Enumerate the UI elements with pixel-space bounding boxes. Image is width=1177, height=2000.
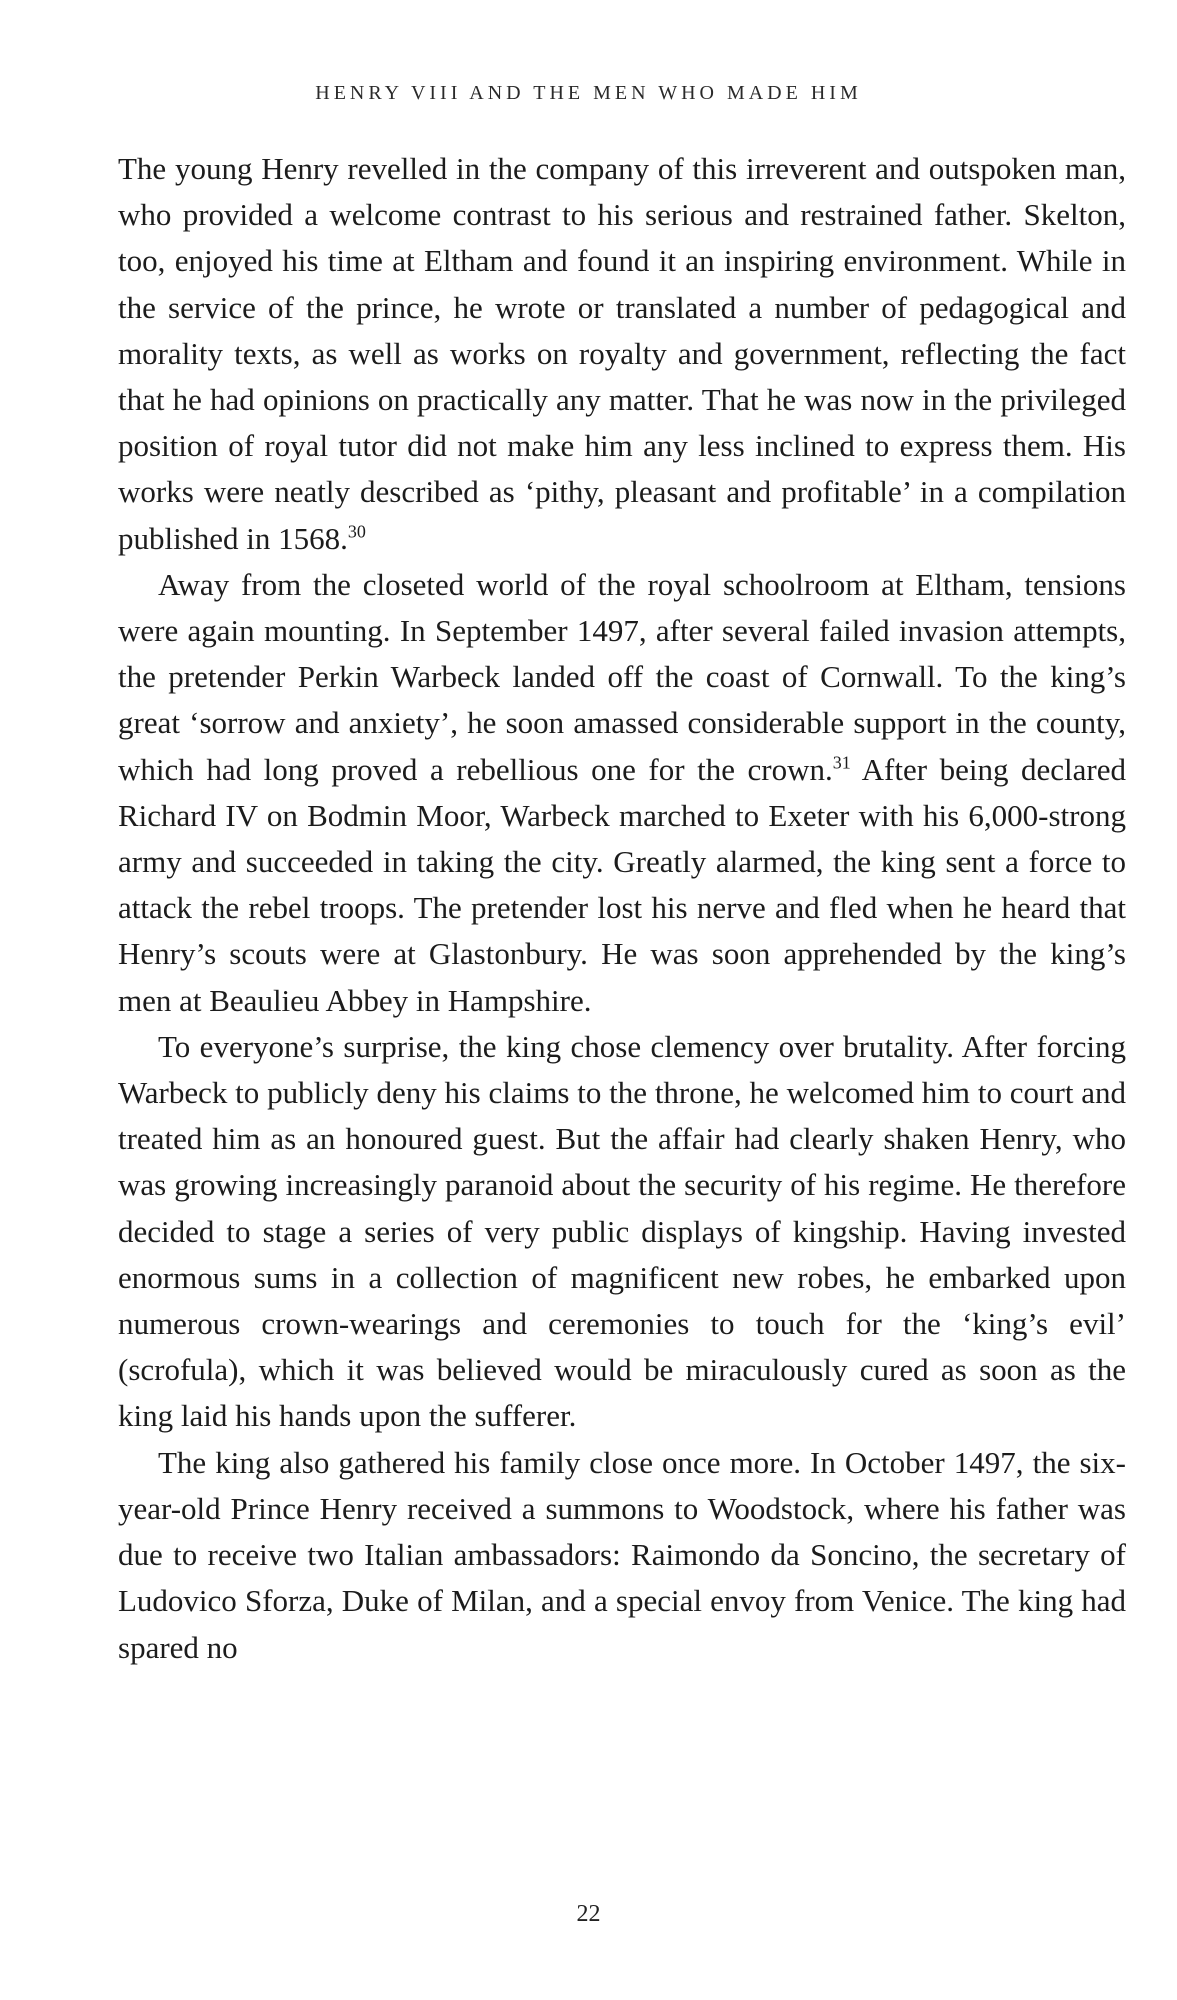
- paragraph-3: [118, 1024, 1126, 1440]
- running-head: HENRY VIII AND THE MEN WHO MADE HIM: [315, 82, 862, 104]
- page-number: 22: [576, 1901, 601, 1927]
- paragraph-4-text: The king also gathered his family close once more. In October 1497, the six-year-old Prince Henry received a summons to Woodstock, where his father was due to receive two Italian ambassadors: Raimondo da Soncino, the secretary of Ludovico Sforza, Duke of Milan, and a special envoy from Venice. The king had spared no: [118, 1444, 1126, 1665]
- paragraph-2-text-after: After being declared Richard IV on Bodmin Moor, Warbeck marched to Exeter with his 6,000-strong army and succeeded in taking the city. Greatly alarmed, the king sent a force to attack the rebel troops. The pretender lost his nerve and fled when he heard that Henry’s scouts were at Glastonbury. He was soon apprehended by the king’s men at Beaulieu Abbey in Hampshire.: [118, 751, 1126, 1018]
- paragraph-3-text: To everyone’s surprise, the king chose clemency over brutality. After forcing Warbeck to publicly deny his claims to the throne, he welcomed him to court and treated him as an honoured guest. But the affair had clearly shaken Henry, who was growing increasingly paranoid about the security of his regime. He therefore decided to stage a series of very public displays of kingship. Having invested enormous sums in a collection of magnificent new robes, he embarked upon numerous crown-wearings and ceremonies to touch for the ‘king’s evil’ (scrofula), which it was believed would be miraculously cured as soon as the king laid his hands upon the sufferer.: [118, 1028, 1126, 1434]
- footnote-marker-31: 31: [832, 752, 851, 773]
- footnote-marker-30: 30: [347, 521, 366, 542]
- paragraph-4: [118, 1440, 1126, 1671]
- paragraph-1: [118, 146, 1126, 562]
- paragraph-1-text: The young Henry revelled in the company of this irreverent and outspoken man, who provided a welcome contrast to his serious and restrained father. Skelton, too, enjoyed his time at Eltham and found it an inspiring environment. While in the service of the prince, he wrote or translated a number of pedagogical and morality texts, as well as works on royalty and government, reflecting the fact that he had opinions on practically any matter. That he was now in the privileged position of royal tutor did not make him any less inclined to express them. His works were neatly described as ‘pithy, pleasant and profitable’ in a compilation published in 1568.: [118, 151, 1126, 556]
- paragraph-2: [118, 562, 1126, 1024]
- paragraph-2-text-before: Away from the closeted world of the royal schoolroom at Eltham, tensions were again mounting. In September 1497, after several failed invasion attempts, the pretender Perkin Warbeck landed off the coast of Cornwall. To the king’s great ‘sorrow and anxiety’, he soon amassed considerable support in the county, which had long proved a rebellious one for the crown.: [118, 566, 1126, 787]
- body-text: [118, 146, 1126, 1671]
